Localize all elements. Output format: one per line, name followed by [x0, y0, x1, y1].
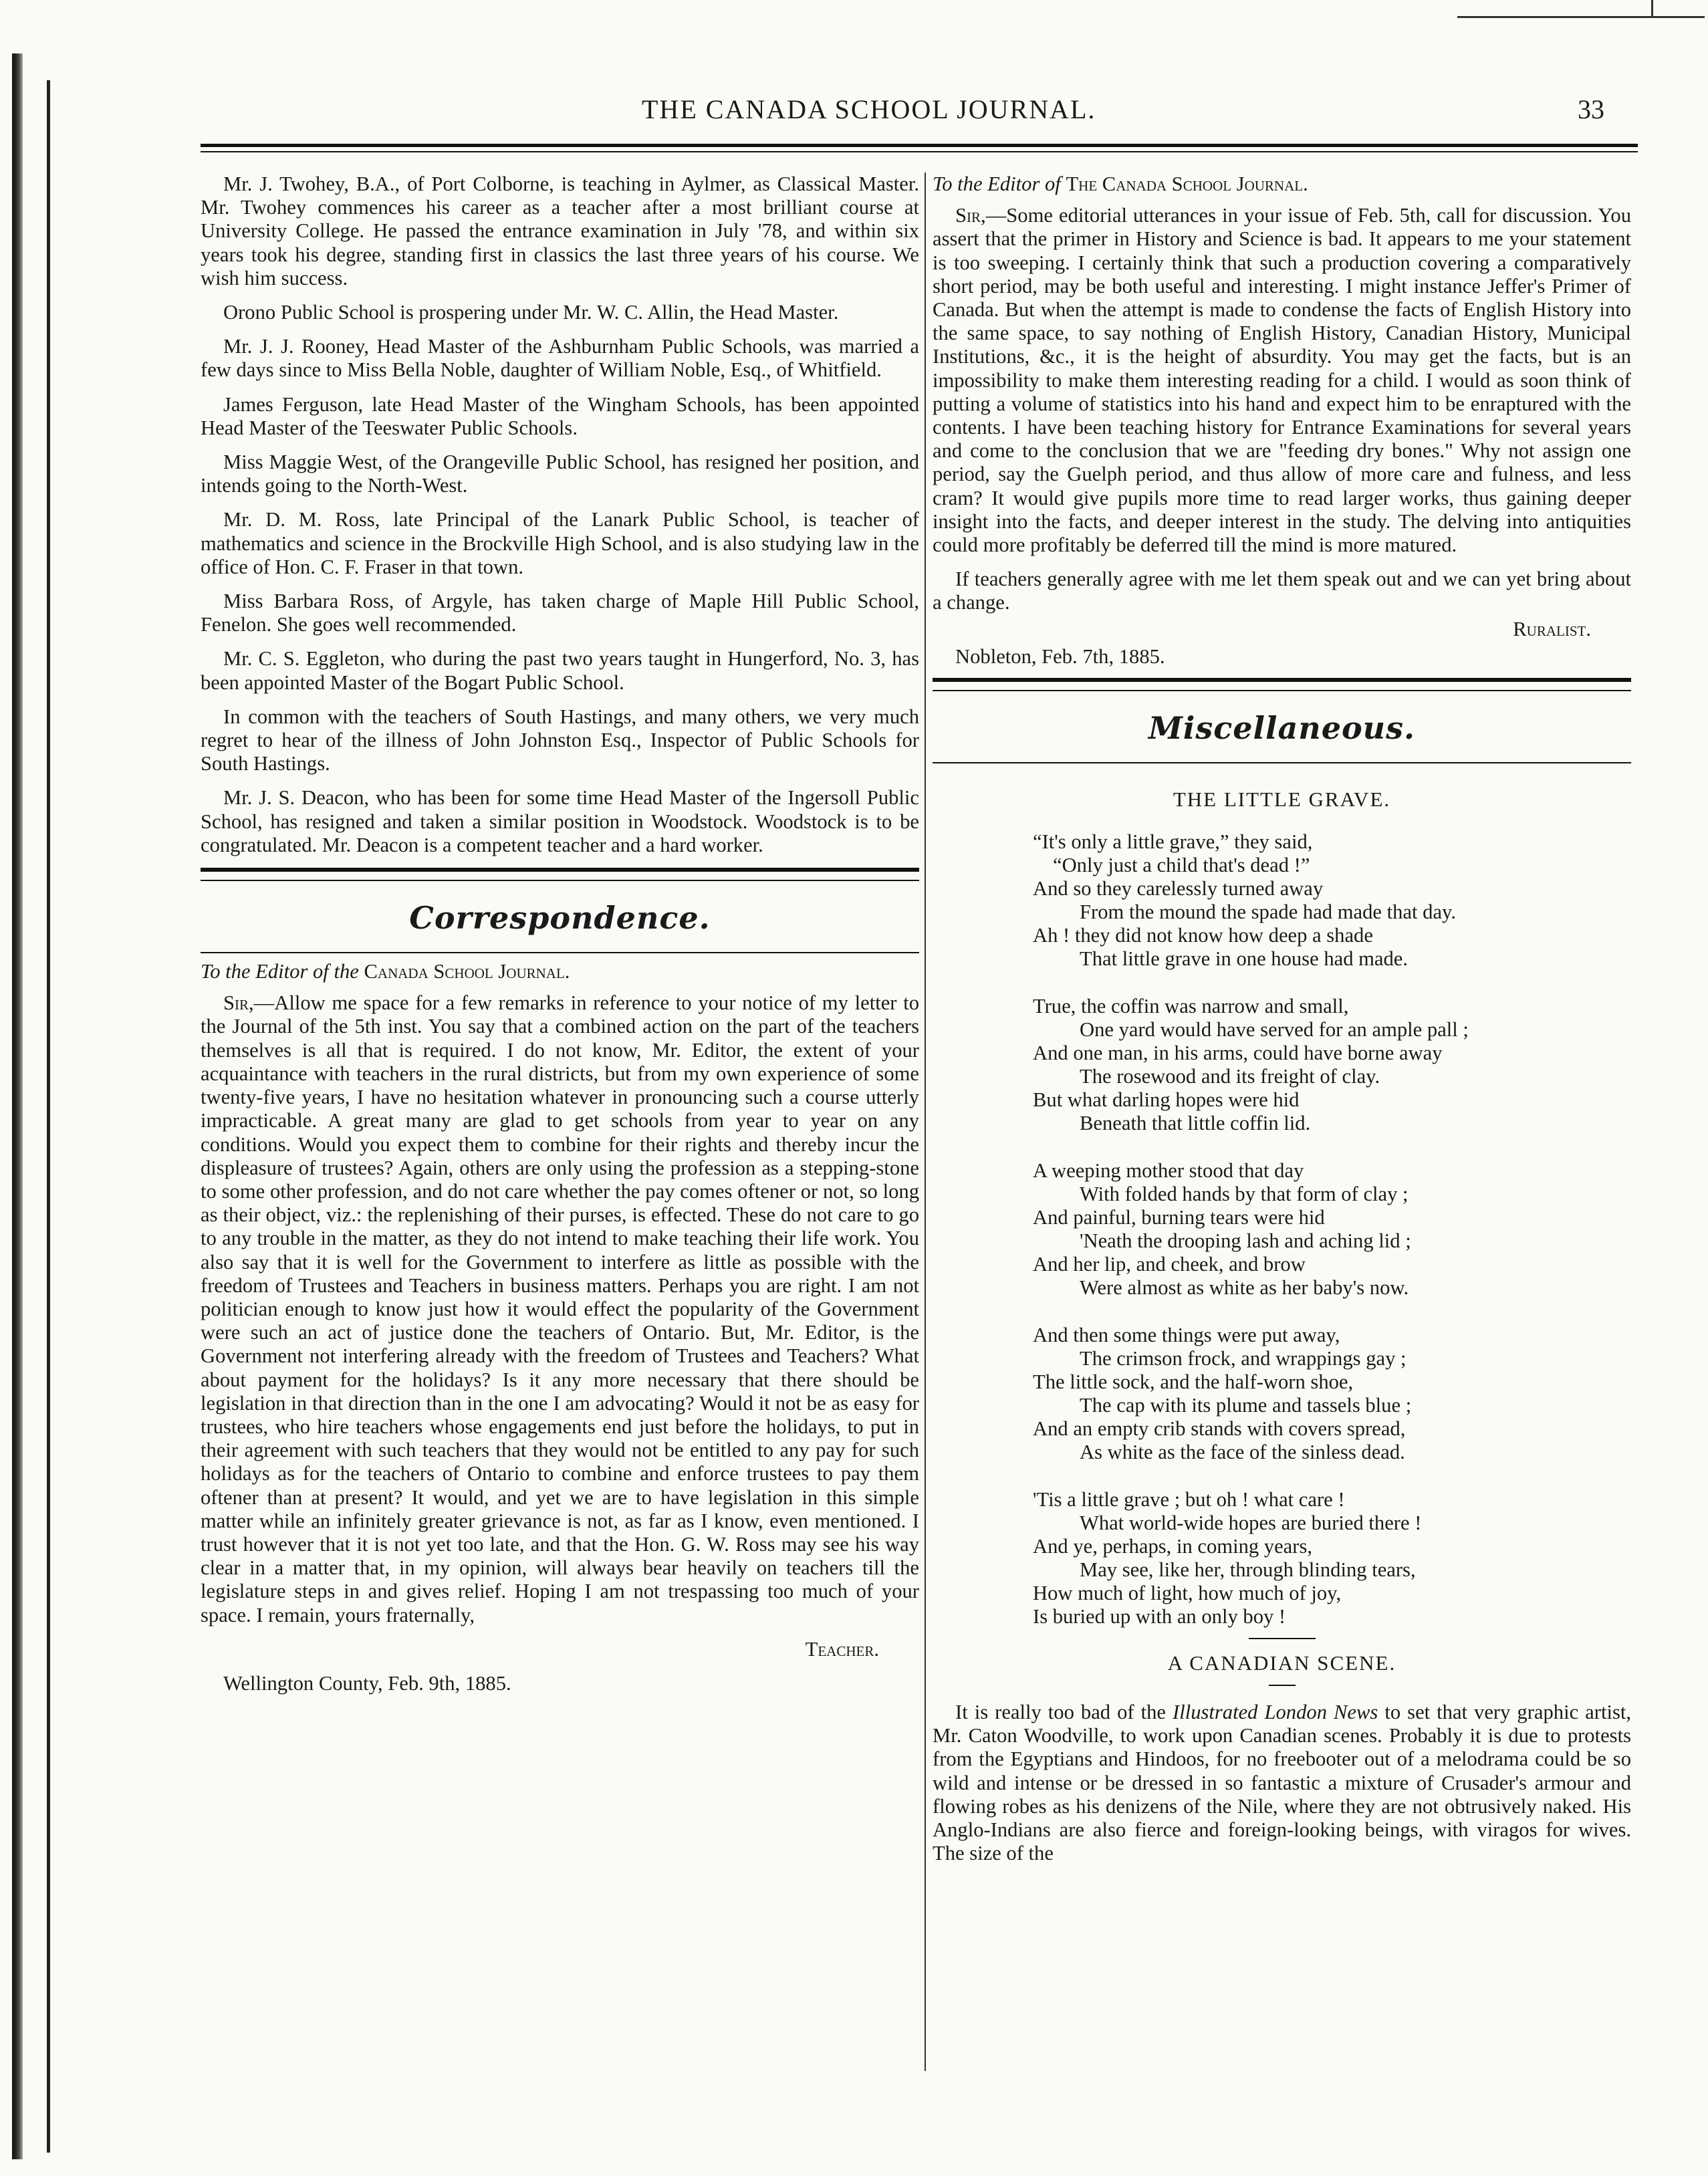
right-column [933, 172, 1631, 1876]
poem-line: And an empty crib stands with covers spread, [1033, 1417, 1406, 1441]
poem-stanza [1033, 1488, 1631, 1628]
poem-line: And ye, perhaps, in coming years, [1033, 1535, 1313, 1558]
header-rule [201, 144, 1638, 147]
poem-line: And her lip, and cheek, and brow [1033, 1253, 1306, 1276]
poem-line: And so they carelessly turned away [1033, 877, 1324, 900]
section-rule [933, 762, 1631, 763]
letter-body [201, 991, 919, 1626]
poem-line: 'Neath the drooping lash and aching lid ; [1080, 1229, 1411, 1253]
poem-line: The little sock, and the half-worn shoe, [1033, 1370, 1354, 1394]
left-column [201, 172, 919, 1705]
poem-line: May see, like her, through blinding tears, [1080, 1558, 1416, 1582]
poem-stanza [1033, 1159, 1631, 1300]
page-number: 33 [1578, 94, 1604, 124]
news-paragraph: Mr. J. J. Rooney, Head Master of the Ashburnham Public Schools, was married a few days since to Miss Bella Noble, daughter of William Noble, Esq., of Whitfield. [201, 335, 919, 382]
section-rule [933, 678, 1631, 691]
journal-name: Canada School Journal. [364, 960, 570, 983]
letter-place-date: Wellington County, Feb. 9th, 1885. [223, 1671, 511, 1695]
letter-body [933, 204, 1631, 557]
column-divider [925, 172, 926, 2071]
poem-line: “Only just a child that's dead !” [1053, 854, 1310, 877]
poem-line: And then some things were put away, [1033, 1324, 1340, 1347]
publication-name: Illustrated London News [1173, 1701, 1378, 1724]
section-rule [201, 868, 919, 881]
corner-mark [1457, 16, 1705, 18]
letter-place-date: Nobleton, Feb. 7th, 1885. [955, 644, 1165, 668]
poem-line: As white as the face of the sinless dead. [1080, 1441, 1405, 1464]
section-rule [201, 952, 919, 953]
letter-address [201, 960, 919, 983]
poem-line: How much of light, how much of joy, [1033, 1582, 1342, 1605]
poem [1033, 830, 1631, 1628]
miscellaneous-heading: Miscellaneous. [1148, 710, 1416, 747]
corner-mark [1651, 0, 1653, 17]
salutation: Sir, [955, 204, 986, 227]
poem-line: And one man, in his arms, could have borne away [1033, 1042, 1443, 1065]
binding-shadow-line [47, 80, 50, 2153]
news-paragraph: Orono Public School is prospering under Mr. W. C. Allin, the Head Master. [223, 301, 839, 324]
news-paragraph: James Ferguson, late Head Master of the Wingham Schools, has been appointed Head Master of the Teeswater Public Schools. [201, 392, 919, 439]
poem-line: From the mound the spade had made that day. [1080, 900, 1457, 924]
letter-text: —Allow me space for a few remarks in reference to your notice of my letter to the Journal of the 5th inst. You say that a combined action on the part of the teachers themselves is all that is required. I do not know, Mr. Editor, the extent of your acquaintance with teachers in the rural districts, but from my own experience of some twenty-five years, I have no hesitation whatever in pronouncing such a course utterly impracticable. A great many are glad to get schools from year to year on any conditions. Would you expect them to combine for their rights and thereby incur the displeasure of trustees? Again, others are only using the profession as a stepping-stone to some other profession, and do not care whether the pay comes oftener or not, so long as their object, viz.: the replenishing of their purses, is effected. These do not care to go to any trouble in the matter, as they do not intend to make teaching their life work. You also say that it is well for the Government to interfere as little as possible with the freedom of Trustees and Teachers in business matters. Perhaps you are right. I am not politician enough to know just how it would effect the popularity of the Government were such an act of justice done the teachers of Ontario. But, Mr. Editor, is the Government not interfering already with the freedom of Trustees and Teachers? What about payment for the holidays? Is it any more necessary that there should be legislation in that direction than in the one I am advocating? Would it not be as easy for trustees, who hire teachers whose engagements end just before the holidays, to put in their agreement with such teachers that they would not be entitled to any pay for such holidays as for the teachers of Ontario to combine and enforce trustees to pay them oftener than at present? It would, and yet we are to have legislation in this simple matter while an infinitely greater grievance is not, as far as I know, even mentioned. I trust however that it is not yet too late, and that the Hon. G. W. Ross may see his way clear in a matter that, in my opinion, will always bear heavily on teachers till the legislature steps in and gives relief. Hoping I am not trespassing too much of your space. I remain, yours fraternally, [201, 991, 919, 1626]
article-text: to set that very graphic artist, Mr. Caton Woodville, to work upon Canadian scenes. Probably it is due to protests from the Egyptians and Hindoos, for no freebooter out of a melodrama could be so wild and intense or be dressed in so fantastic a mixture of Crusader's armour and flowing robes as his denizens of the Nile, where they are not obtrusively naked. His Anglo-Indians are also fierce and foreign-looking beings, with viragos for wives. The size of the [933, 1701, 1632, 1865]
article-text: It is really too bad of the [955, 1701, 1166, 1724]
header-rule [201, 151, 1638, 152]
news-paragraph: In common with the teachers of South Hastings, and many others, we very much regret to hear of the illness of John Johnston Esq., Inspector of Public Schools for South Hastings. [201, 705, 919, 775]
poem-line: Is buried up with an only boy ! [1033, 1605, 1286, 1628]
letter-address [933, 172, 1631, 196]
poem-line: One yard would have served for an ample pall ; [1080, 1018, 1469, 1042]
poem-line: “It's only a little grave,” they said, [1033, 830, 1313, 854]
letter-closing: If teachers generally agree with me let them speak out and we can yet bring about a change. [933, 568, 1631, 614]
poem-stanza [1033, 995, 1631, 1135]
salutation: Sir, [223, 991, 254, 1015]
page-binding-edge [12, 53, 23, 2159]
poem-line: Were almost as white as her baby's now. [1080, 1276, 1409, 1300]
letter-signature: Ruralist. [1513, 617, 1591, 640]
running-head: THE CANADA SCHOOL JOURNAL. [642, 94, 1096, 124]
poem-line: A weeping mother stood that day [1033, 1159, 1304, 1183]
poem-line: And painful, burning tears were hid [1033, 1206, 1325, 1229]
poem-line: True, the coffin was narrow and small, [1033, 995, 1349, 1018]
news-paragraph: Mr. J. Twohey, B.A., of Port Colborne, is teaching in Aylmer, as Classical Master. Mr. Twohey commences his career as a teacher after a most brilliant course at University College. He passed the entrance examination in July '78, and within six years took his degree, standing first in classics the last three years of his course. We wish him success. [201, 172, 919, 289]
news-paragraph: Mr. C. S. Eggleton, who during the past two years taught in Hungerford, No. 3, has been appointed Master of the Bogart Public School. [201, 647, 919, 694]
separator-rule [1249, 1638, 1316, 1639]
news-paragraph: Miss Barbara Ross, of Argyle, has taken charge of Maple Hill Public School, Fenelon. She goes well recommended. [201, 590, 919, 636]
poem-line: What world-wide hopes are buried there ! [1080, 1512, 1422, 1535]
address-prefix: To the Editor of the [201, 960, 359, 983]
poem-line: But what darling hopes were hid [1033, 1088, 1300, 1112]
address-prefix: To the Editor of [933, 172, 1061, 195]
poem-line: The crimson frock, and wrappings gay ; [1080, 1347, 1407, 1370]
article-paragraph [933, 1701, 1631, 1865]
journal-name: The Canada School Journal. [1066, 172, 1308, 195]
poem-line: 'Tis a little grave ; but oh ! what care ! [1033, 1488, 1345, 1512]
poem-title: THE LITTLE GRAVE. [1173, 788, 1391, 812]
poem-line: Ah ! they did not know how deep a shade [1033, 924, 1373, 947]
correspondence-heading: Correspondence. [409, 900, 711, 937]
separator-rule [1269, 1685, 1296, 1686]
poem-stanza [1033, 830, 1631, 971]
poem-line: Beneath that little coffin lid. [1080, 1112, 1311, 1135]
poem-line: That little grave in one house had made. [1080, 947, 1409, 971]
news-paragraph: Miss Maggie West, of the Orangeville Public School, has resigned her position, and intends going to the North-West. [201, 451, 919, 497]
letter-text: —Some editorial utterances in your issue of Feb. 5th, call for discussion. You assert that the primer in History and Science is bad. It appears to me your statement is too sweeping. I certainly think that such a production covering a comparatively short period, may be both useful and interesting. I might instance Jeffer's Primer of Canada. But when the attempt is made to condense the facts of English History into the same space, to say nothing of English History, Canadian History, Municipal Institutions, &c., it is the height of absurdity. You may get the facts, but is an impossibility to make them interesting reading for a child. I would as soon think of putting a volume of statistics into his hand and expect him to be enraptured with the contents. I have been teaching history for Entrance Examinations for several years and come to the conclusion that we are "feeding dry bones." Why not assign one period, say the Guelph period, and thus allow of more care and fulness, and less cram? It would give pupils more time to read larger works, thus gaining deeper insight into the facts, and deeper interest in the study. The delving into antiquities could more profitably be deferred till the mind is more matured. [933, 204, 1631, 557]
poem-line: With folded hands by that form of clay ; [1080, 1183, 1409, 1206]
news-paragraph: Mr. J. S. Deacon, who has been for some time Head Master of the Ingersoll Public School, has resigned and taken a similar position in Woodstock. Woodstock is to be congratulated. Mr. Deacon is a competent teacher and a hard worker. [201, 786, 919, 856]
article-title: A CANADIAN SCENE. [1167, 1651, 1396, 1675]
news-paragraph: Mr. D. M. Ross, late Principal of the Lanark Public School, is teacher of mathematics and science in the Brockville High School, and is also studying law in the office of Hon. C. F. Fraser in that town. [201, 508, 919, 578]
poem-stanza [1033, 1324, 1631, 1464]
poem-line: The cap with its plume and tassels blue ; [1080, 1394, 1412, 1417]
poem-line: The rosewood and its freight of clay. [1080, 1065, 1380, 1088]
letter-signature: Teacher. [805, 1637, 879, 1661]
